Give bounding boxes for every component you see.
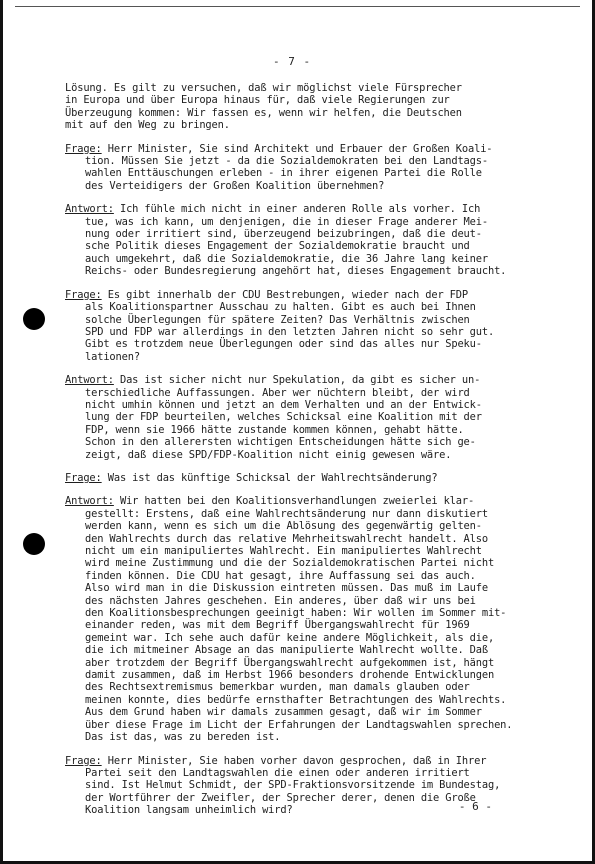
line-text: lung der FDP beurteilen, welches Schicksal eine Koalition mit der	[85, 411, 482, 424]
speaker-label: Antwort:	[65, 203, 114, 216]
text-line	[65, 253, 555, 265]
line-text: auch umgekehrt, daß die Sozialdemokratie, die 36 Jahre lang keiner	[85, 252, 488, 265]
line-text: Koalition langsam unheimlich wird?	[85, 804, 293, 817]
text-line	[65, 582, 555, 594]
line-text: FDP, wenn sie 1966 hätte zustande kommen können, gehabt hätte.	[85, 423, 464, 436]
line-text: SPD und FDP war allerdings in den letzten Jahren nicht so sehr gut.	[85, 325, 495, 338]
text-line	[65, 779, 555, 791]
text-line	[65, 508, 555, 520]
text-line	[65, 203, 555, 215]
line-text: des Rechtsextremismus bemerkbar wurden, man damals glauben oder	[85, 681, 470, 694]
text-line	[65, 167, 555, 179]
line-text: Das ist das, was zu bereden ist.	[85, 731, 281, 744]
text-line	[65, 411, 555, 423]
text-line	[65, 424, 555, 436]
text-line	[65, 82, 555, 94]
text-line	[65, 387, 555, 399]
line-text: gestellt: Erstens, daß eine Wahlrechtsänderung nur dann diskutiert	[85, 507, 488, 520]
speaker-label: Antwort:	[65, 374, 114, 387]
text-line	[65, 216, 555, 228]
line-text: nung oder irritiert sind, überzeugend beizubringen, daß die deut-	[85, 228, 482, 241]
line-text: Das ist sicher nicht nur Spekulation, da gibt es sicher un-	[113, 374, 481, 387]
text-line	[65, 314, 555, 326]
speaker-label: Frage:	[65, 471, 102, 484]
text-line	[65, 180, 555, 192]
line-text: Überzeugung kommen: Wir fassen es, wenn wir helfen, die Deutschen	[65, 106, 462, 119]
line-text: Ich fühle mich nicht in einer anderen Rolle als vorher. Ich	[113, 203, 481, 216]
line-text: des Verteidigers der Großen Koalition übernehmen?	[85, 179, 385, 192]
text-line	[65, 472, 555, 484]
speaker-label: Frage:	[65, 754, 102, 767]
line-text: Wir hatten bei den Koalitionsverhandlungen zweierlei klar-	[113, 495, 475, 508]
line-text: Aus dem Grund haben wir damals zusammen gesagt, daß wir im Sommer	[85, 706, 482, 719]
text-line	[65, 719, 555, 731]
line-text: Gibt es trotzdem neue Überlegungen oder sind das alles nur Speku-	[85, 338, 482, 351]
punch-hole	[23, 533, 45, 555]
line-text: Herr Minister, Sie sind Architekt und Erbauer der Großen Koali-	[101, 142, 493, 155]
line-text: in Europa und über Europa hinaus für, daß viele Regierungen zur	[65, 94, 450, 107]
text-line	[65, 326, 555, 338]
text-paragraph	[65, 82, 555, 132]
text-line	[65, 669, 555, 681]
text-line	[65, 399, 555, 411]
line-text: damit zusammen, daß im Herbst 1966 besonders drohende Entwicklungen	[85, 669, 495, 682]
line-text: sche Politik dieses Engagement der Sozialdemokratie braucht und	[85, 240, 470, 253]
text-line	[65, 767, 555, 779]
page-marker: - 7 -	[273, 55, 312, 68]
text-line	[65, 155, 555, 167]
text-line	[65, 107, 555, 119]
line-text: wird meine Zustimmung und die der Sozialdemokratischen Partei nicht	[85, 557, 495, 570]
text-line	[65, 644, 555, 656]
line-text: Lösung. Es gilt zu versuchen, daß wir möglichst viele Fürsprecher	[65, 82, 462, 94]
line-text: Also wird man in die Diskussion eintreten müssen. Das muß im Laufe	[85, 582, 488, 595]
line-text: Reichs- oder Bundesregierung angehört hat, dieses Engagement braucht.	[85, 265, 507, 278]
text-line	[65, 657, 555, 669]
question-paragraph	[65, 289, 555, 363]
line-text: den Koalitionsbesprechungen geeinigt haben: Wir wollen im Sommer mit-	[85, 607, 507, 620]
text-line	[65, 265, 555, 277]
line-text: gemeint war. Ich sehe auch dafür keine andere Möglichkeit, als die,	[85, 631, 495, 644]
speaker-label: Frage:	[65, 288, 102, 301]
text-line	[65, 755, 555, 767]
text-line	[65, 731, 555, 743]
line-text: über diese Frage im Licht der Erfahrungen der Landtagswahlen sprechen.	[85, 718, 513, 731]
line-text: zeigt, daß diese SPD/FDP-Koalition nicht einig gewesen wäre.	[85, 448, 452, 461]
text-line	[65, 619, 555, 631]
line-text: des nächsten Jahres geschehen. Ein anderes, über daß wir uns bei	[85, 594, 476, 607]
text-line	[65, 495, 555, 507]
text-line	[65, 374, 555, 386]
answer-paragraph	[65, 374, 555, 461]
page-number: - 6 -	[458, 800, 492, 813]
line-text: die ich mitmeiner Absage an das manipulierte Wahlrecht wollte. Daß	[85, 644, 488, 657]
text-line	[65, 240, 555, 252]
top-rule	[15, 6, 580, 7]
text-line	[65, 570, 555, 582]
line-text: Herr Minister, Sie haben vorher davon gesprochen, daß in Ihrer	[101, 754, 487, 767]
line-text: nicht um ein manipuliertes Wahlrecht. Ein manipuliertes Wahlrecht	[85, 545, 482, 557]
line-text: den Wahlrechts durch das relative Mehrheitswahlrecht handelt. Also	[85, 532, 488, 545]
question-paragraph	[65, 143, 555, 193]
line-text: einander reden, was mit dem Begriff Übergangswahlrecht für 1969	[85, 619, 470, 632]
text-line	[65, 520, 555, 532]
line-text: werden kann, wenn es sich um die Ablösung des gegenwärtig gelten-	[85, 520, 482, 533]
answer-paragraph	[65, 495, 555, 743]
speaker-label: Frage:	[65, 142, 102, 155]
line-text: Was ist das künftige Schicksal der Wahlrechtsänderung?	[101, 471, 438, 484]
text-line	[65, 228, 555, 240]
line-text: als Koalitionspartner Ausschau zu halten. Gibt es auch bei Ihnen	[85, 301, 476, 314]
line-text: finden können. Die CDU hat gesagt, ihre Auffassung sei das auch.	[85, 569, 476, 582]
text-line	[65, 595, 555, 607]
text-line	[65, 632, 555, 644]
line-text: lationen?	[85, 350, 140, 363]
text-line	[65, 449, 555, 461]
answer-paragraph	[65, 203, 555, 277]
text-line	[65, 119, 555, 131]
text-line	[65, 143, 555, 155]
text-line	[65, 545, 555, 557]
text-line	[65, 706, 555, 718]
text-line	[65, 301, 555, 313]
question-paragraph	[65, 472, 555, 484]
text-line	[65, 436, 555, 448]
speaker-label: Antwort:	[65, 495, 114, 508]
line-text: Schon in den allerersten wichtigen Entscheidungen hätte sich ge-	[85, 436, 476, 449]
text-line	[65, 94, 555, 106]
text-line	[65, 338, 555, 350]
line-text: tue, was ich kann, um denjenigen, die in dieser Frage anderer Mei-	[85, 215, 488, 228]
line-text: nicht umhin können und jetzt an dem Verhalten und an der Entwick-	[85, 398, 482, 411]
text-line	[65, 533, 555, 545]
line-text: tion. Müssen Sie jetzt - da die Sozialdemokraten bei den Landtags-	[85, 155, 488, 168]
text-line	[65, 694, 555, 706]
line-text: wahlen Enttäuschungen erleben - in ihrer eigenen Partei die Rolle	[85, 167, 482, 180]
text-line	[65, 289, 555, 301]
line-text: Partei seit den Landtagswahlen die einen oder anderen irritiert	[85, 766, 470, 779]
line-text: aber trotzdem der Begriff Übergangswahlrecht aufgekommen ist, hängt	[85, 656, 495, 669]
line-text: solche Überlegungen für spätere Zeiten? Das Verhältnis zwischen	[85, 313, 470, 326]
line-text: meinen konnte, dies bedürfe ernsthafter Betrachtungen des Wahlrechts.	[85, 693, 507, 706]
line-text: Es gibt innerhalb der CDU Bestrebungen, wieder nach der FDP	[101, 288, 468, 301]
document-body	[65, 82, 555, 828]
text-line	[65, 557, 555, 569]
line-text: terschiedliche Auffassungen. Aber wer nüchtern bleibt, der wird	[85, 386, 470, 399]
text-line	[65, 681, 555, 693]
line-text: der Wortführer der Zweifler, der Sprecher derer, denen die Große	[85, 791, 476, 804]
text-line	[65, 351, 555, 363]
line-text: mit auf den Weg zu bringen.	[65, 119, 230, 132]
line-text: sind. Ist Helmut Schmidt, der SPD-Fraktionsvorsitzende im Bundestag,	[85, 779, 501, 792]
text-line	[65, 607, 555, 619]
punch-hole	[23, 308, 45, 330]
